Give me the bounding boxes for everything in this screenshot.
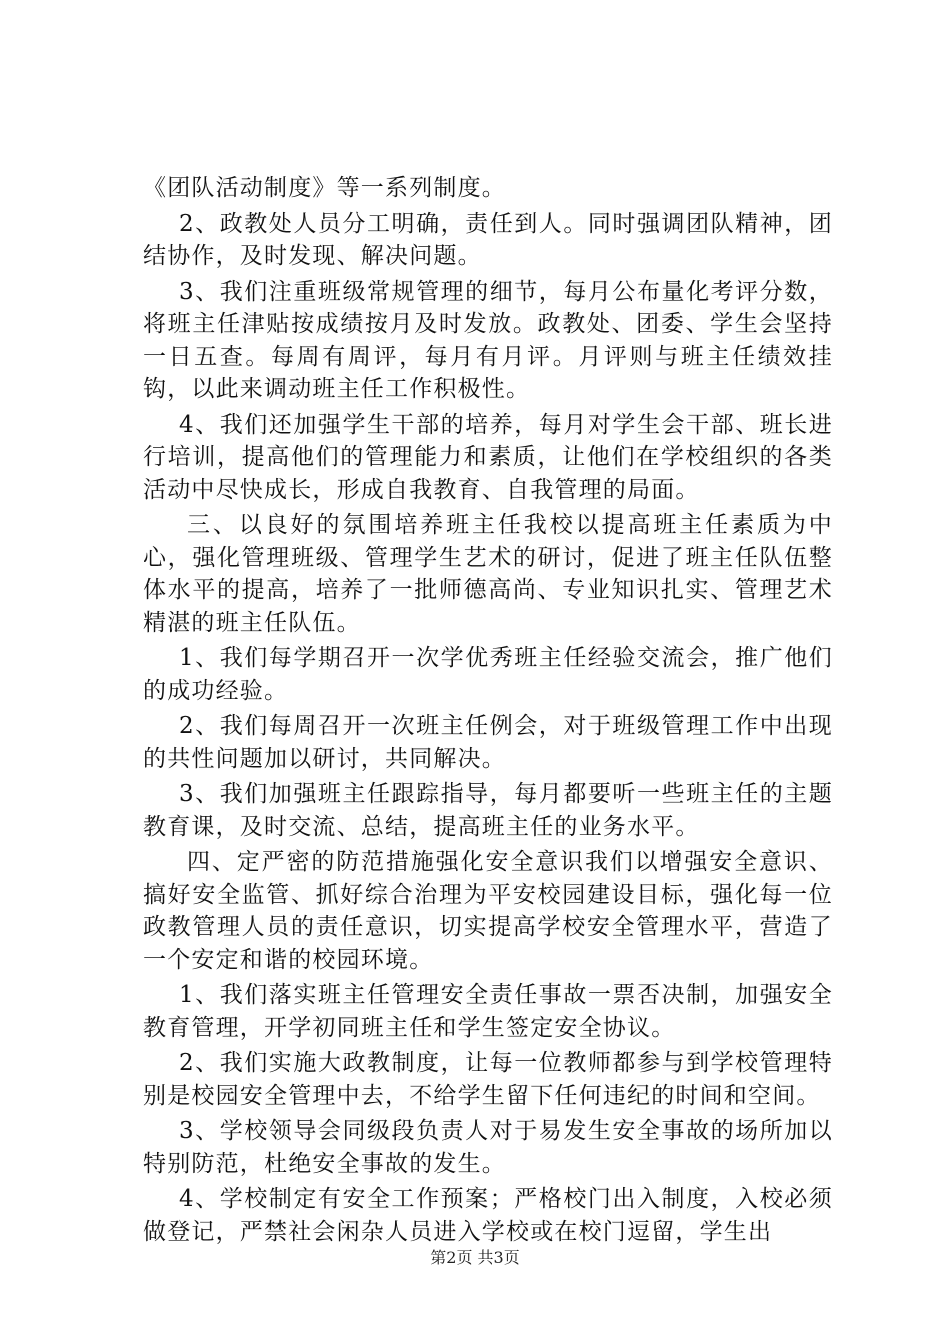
paragraph-continuation: 《团队活动制度》等一系列制度。 <box>143 175 506 201</box>
paragraph: 2、政教处人员分工明确，责任到人。同时强调团队精神，团结协作，及时发现、解决问题。 <box>143 210 833 269</box>
paragraph: 2、我们每周召开一次班主任例会，对于班级管理工作中出现的共性问题加以研讨，共同解决。 <box>143 713 833 772</box>
paragraph: 3、我们加强班主任跟踪指导，每月都要听一些班主任的主题教育课，及时交流、总结，提高班主任的业务水平。 <box>143 781 833 840</box>
document-body <box>143 172 833 1251</box>
section-heading-paragraph: 三、以良好的氛围培养班主任我校以提高班主任素质为中心，强化管理班级、管理学生艺术的研讨，促进了班主任队伍整体水平的提高，培养了一批师德高尚、专业知识扎实、管理艺术精湛的班主任队伍。 <box>143 512 833 636</box>
section-heading-paragraph: 四、定严密的防范措施强化安全意识我们以增强安全意识、搞好安全监管、抓好综合治理为平安校园建设目标，强化每一位政教管理人员的责任意识，切实提高学校安全管理水平，营造了一个安定和谐的校园环境。 <box>143 849 833 973</box>
paragraph: 1、我们每学期召开一次学优秀班主任经验交流会，推广他们的成功经验。 <box>143 645 833 704</box>
paragraph: 1、我们落实班主任管理安全责任事故一票否决制，加强安全教育管理，开学初同班主任和学生签定安全协议。 <box>143 982 833 1041</box>
paragraph: 4、学校制定有安全工作预案；严格校门出入制度，入校必须做登记，严禁社会闲杂人员进入学校或在校门逗留，学生出 <box>143 1186 833 1245</box>
paragraph: 2、我们实施大政教制度，让每一位教师都参与到学校管理特别是校园安全管理中去，不给学生留下任何违纪的时间和空间。 <box>143 1050 833 1109</box>
paragraph: 4、我们还加强学生干部的培养，每月对学生会干部、班长进行培训，提高他们的管理能力和素质，让他们在学校组织的各类活动中尽快成长，形成自我教育、自我管理的局面。 <box>143 411 833 503</box>
paragraph: 3、我们注重班级常规管理的细节，每月公布量化考评分数，将班主任津贴按成绩按月及时发放。政教处、团委、学生会坚持一日五查。每周有周评，每月有月评。月评则与班主任绩效挂钩，以此来调动班主任工作积极性。 <box>143 278 833 402</box>
page-number-footer: 第2页 共3页 <box>430 1248 520 1267</box>
paragraph: 3、学校领导会同级段负责人对于易发生安全事故的场所加以特别防范，杜绝安全事故的发生。 <box>143 1118 833 1177</box>
